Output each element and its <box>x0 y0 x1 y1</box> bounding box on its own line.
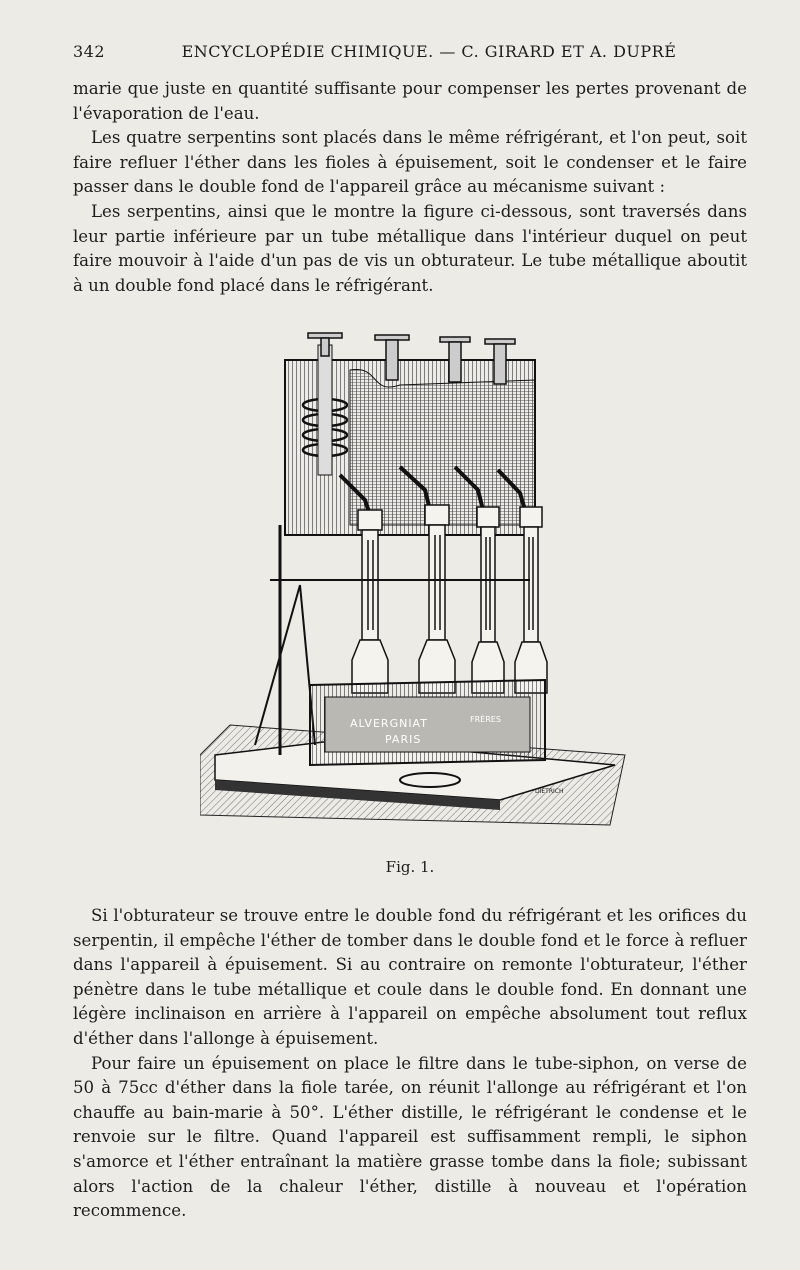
figure-extraction-apparatus <box>200 325 630 845</box>
maker-label-city: PARIS <box>385 733 422 746</box>
condenser-tube <box>318 345 332 475</box>
paragraph: Les quatre serpentins sont placés dans le même réfrigérant, et l'on peut, soit faire refluer l'éther dans les fioles à épuisement, soit le condenser et le faire passer dans le double fond de l'appareil grâce au mécanisme suivant : <box>73 128 747 197</box>
running-header <box>73 42 745 70</box>
apparatus-engraving <box>200 325 630 845</box>
running-title: ENCYCLOPÉDIE CHIMIQUE. — C. GIRARD ET A. DUPRÉ <box>181 42 677 61</box>
support-rod <box>255 585 300 745</box>
paragraph: Pour faire un épuisement on place le filtre dans le tube-siphon, on verse de 50 à 75cc d'éther dans la fiole tarée, on réunit l'allonge au réfrigérant et l'on chauffe au bain-marie à 50°. L'éther distille, le réfrigérant le condense et le renvoie sur le filtre. Quand l'appareil est suffisamment rempli, le siphon s'amorce et l'éther entraînant la matière grasse tombe dans la fiole; subissant alors l'action de la chaleur l'éther, distille à nouveau et l'opération recommence. <box>73 1053 747 1221</box>
maker-label: ALVERGNIAT <box>350 717 428 730</box>
paragraph: marie que juste en quantité suffisante pour compenser les pertes provenant de l'évaporation de l'eau. <box>73 79 747 123</box>
paragraph: Les serpentins, ainsi que le montre la figure ci-dessous, sont traversés dans leur partie inférieure par un tube métallique dans l'intérieur duquel on peut faire mouvoir à l'aide d'un pas de vis un obturateur. Le tube métallique aboutit à un double fond placé dans le réfrigérant. <box>73 201 747 295</box>
figure-caption: Fig. 1. <box>385 858 435 876</box>
text-block-bottom <box>73 904 747 1224</box>
engraver-signature: DIETRICH <box>535 788 564 795</box>
tank-cutaway <box>350 369 535 525</box>
maker-label-freres: FRÈRES <box>470 715 501 724</box>
text-block-top <box>73 77 747 298</box>
paragraph: Si l'obturateur se trouve entre le double fond du réfrigérant et les orifices du serpentin, il empêche l'éther de tomber dans le double fond et le force à refluer dans l'appareil à épuisement. Si au contraire on remonte l'obturateur, l'éther pénètre dans le tube métallique et coule dans le double fond. En donnant une légère inclinaison en arrière à l'appareil on empêche absolument tout reflux d'éther dans l'allonge à épuisement. <box>73 906 747 1048</box>
page-number: 342 <box>73 42 106 61</box>
